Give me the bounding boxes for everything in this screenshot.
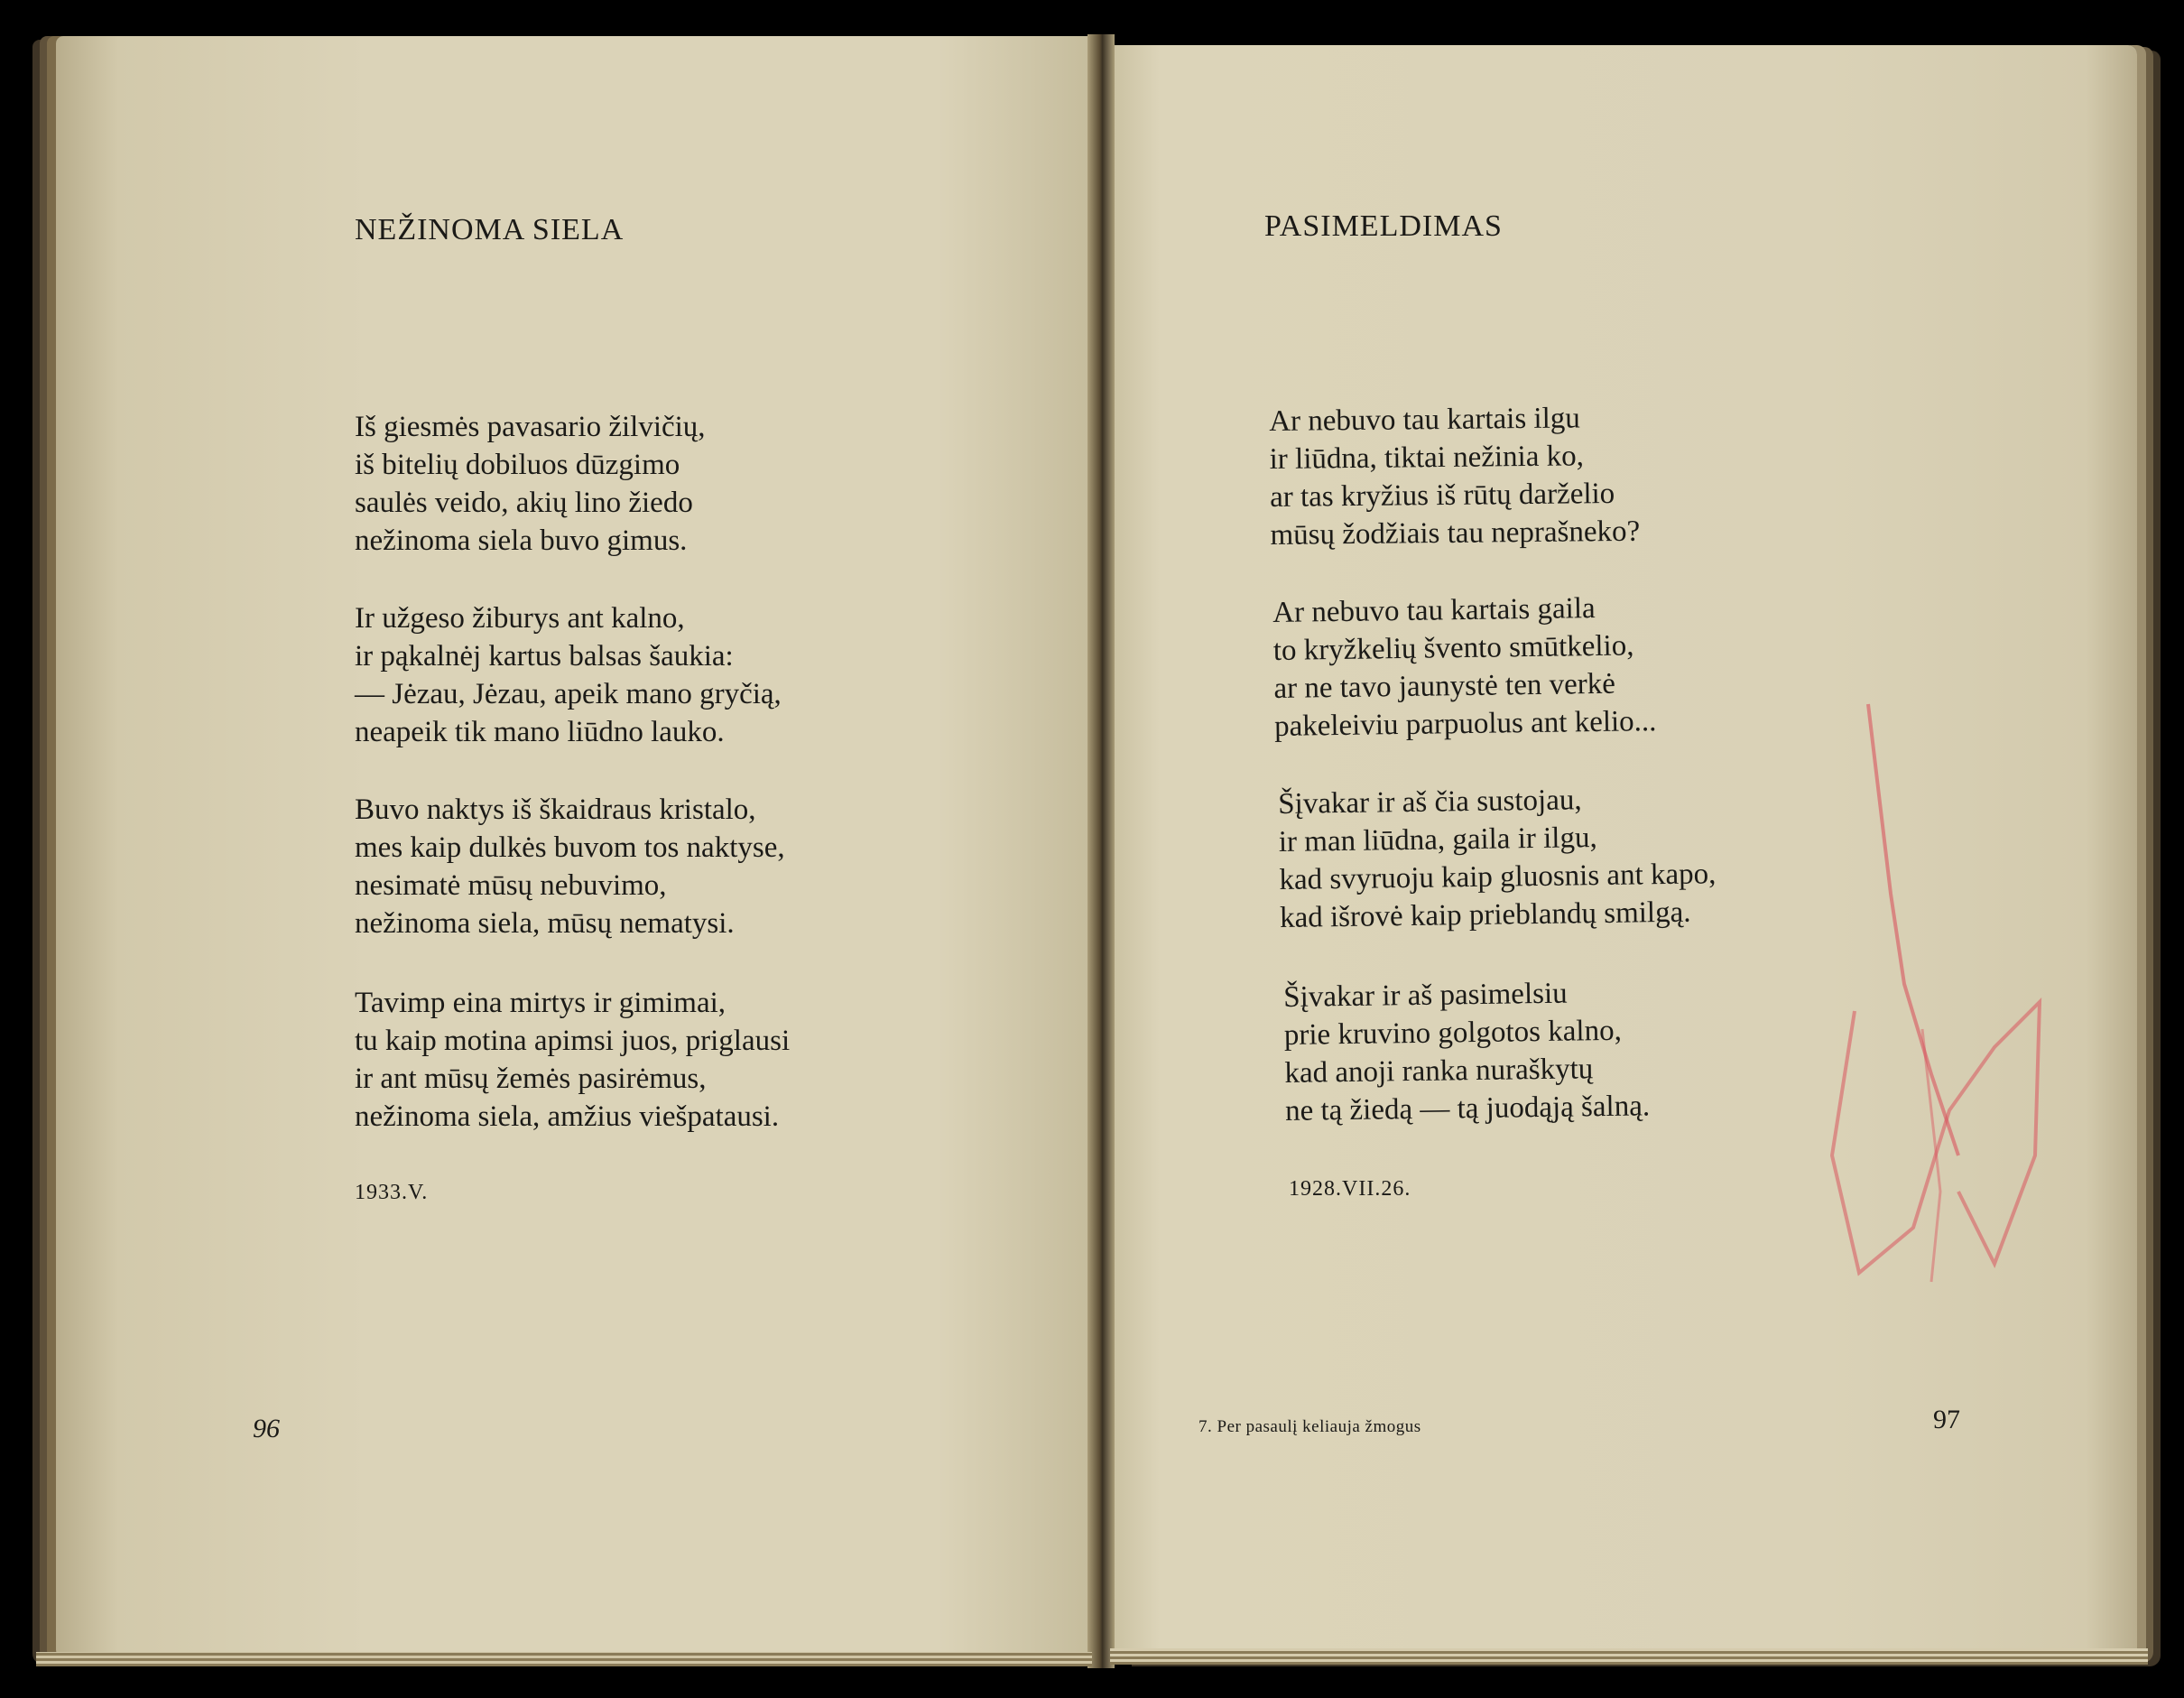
verse-line: kad išrovė kaip prieblandų smilgą. <box>1279 895 1691 934</box>
pencil-stroke <box>1922 1029 1940 1282</box>
right-page-title: PASIMELDIMAS <box>1264 209 1503 243</box>
verse-line: Šįvakar ir aš pasimelsiu <box>1283 977 1568 1014</box>
verse-line: tu kaip motina apimsi juos, priglausi <box>355 1025 791 1057</box>
verse-line: ne tą žiedą — tą juodąją šalną. <box>1284 1090 1651 1127</box>
verse-line: iš bitelių dobiluos dūzgimo <box>355 449 680 481</box>
verse-line: Šįvakar ir aš čia sustojau, <box>1278 784 1582 821</box>
verse-line: Ar nebuvo tau kartais gaila <box>1272 592 1596 629</box>
page-edges-left <box>36 1652 1092 1666</box>
left-stanza-4 <box>355 984 790 1136</box>
verse-line: — Jėzau, Jėzau, apeik mano gryčią, <box>355 678 782 710</box>
verse-line: pakeleiviu parpuolus ant kelio... <box>1273 705 1657 743</box>
verse-line: Ar nebuvo tau kartais ilgu <box>1269 402 1580 438</box>
signature-footer: 7. Per pasaulį keliauja žmogus <box>1198 1417 1421 1436</box>
verse-line: prie kruvino golgotos kalno, <box>1283 1014 1623 1052</box>
verse-line: ir pąkalnėj kartus balsas šaukia: <box>355 640 734 673</box>
verse-line: ir ant mūsų žemės pasirėmus, <box>355 1062 707 1095</box>
verse-line: Tavimp eina mirtys ir gimimai, <box>355 987 726 1019</box>
left-stanza-2 <box>355 599 782 751</box>
pencil-stroke <box>1868 704 1958 1155</box>
verse-line: ar tas kryžius iš rūtų darželio <box>1269 477 1615 514</box>
verse-line: to kryžkelių švento smūtkelio, <box>1272 629 1634 667</box>
red-pencil-mark <box>1805 686 2076 1318</box>
left-page-title: NEŽINOMA SIELA <box>355 213 625 246</box>
verse-line: nežinoma siela buvo gimus. <box>355 524 688 557</box>
verse-line: ir liūdna, tiktai nežinia ko, <box>1269 440 1585 476</box>
verse-line: Buvo naktys iš škaidraus kristalo, <box>355 793 756 826</box>
right-stanza-2 <box>1272 589 1657 746</box>
right-page-number: 97 <box>1933 1405 1960 1434</box>
verse-line: mūsų žodžiais tau neprašneko? <box>1270 515 1641 552</box>
verse-line: ir man liūdna, gaila ir ilgu, <box>1278 821 1597 858</box>
verse-line: neapeik tik mano liūdno lauko. <box>355 716 725 748</box>
verse-line: saulės veido, akių lino žiedo <box>355 487 693 519</box>
page-edges-right <box>1110 1648 2148 1665</box>
verse-line: Ir užgeso žiburys ant kalno, <box>355 602 685 635</box>
verse-line: ar ne tavo jaunystė ten verkė <box>1273 667 1616 705</box>
verse-line: kad svyruoju kaip gluosnis ant kapo, <box>1279 858 1717 896</box>
verse-line: nesimatė mūsų nebuvimo, <box>355 869 667 902</box>
left-page-number: 96 <box>253 1414 280 1443</box>
verse-line: nežinoma siela, mūsų nematysi. <box>355 907 735 940</box>
verse-line: kad anoji ranka nuraškytų <box>1284 1053 1594 1090</box>
left-poem-date: 1933.V. <box>355 1181 429 1204</box>
right-stanza-3 <box>1278 779 1717 937</box>
left-stanza-1 <box>355 408 706 560</box>
right-stanza-1 <box>1269 399 1640 554</box>
verse-line: mes kaip dulkės buvom tos naktyse, <box>355 831 785 864</box>
left-stanza-3 <box>355 791 785 942</box>
right-stanza-4 <box>1283 973 1650 1130</box>
verse-line: nežinoma siela, amžius viešpatausi. <box>355 1100 780 1133</box>
show-through-text <box>785 206 792 237</box>
book-gutter <box>1087 34 1115 1668</box>
right-poem-date: 1928.VII.26. <box>1289 1177 1411 1201</box>
verse-line: Iš giesmės pavasario žilvičių, <box>355 411 706 443</box>
